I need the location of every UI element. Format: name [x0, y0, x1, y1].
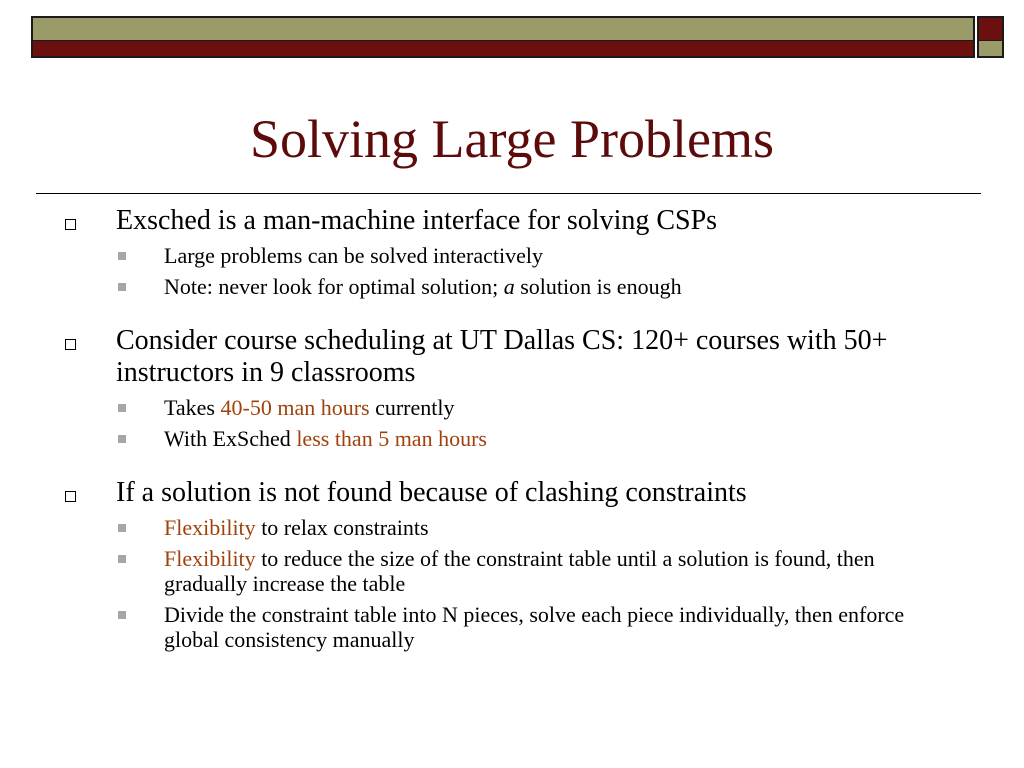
- bullet-text: Exsched is a man-machine interface for solving CSPs: [116, 205, 718, 236]
- sub-bullet-text-end: to relax constraints: [255, 515, 429, 540]
- bullet-item: [0, 477, 1024, 509]
- bullet-text: If a solution is not found because of clashing constraints: [116, 477, 747, 508]
- header-band-red: [31, 41, 975, 58]
- sub-bullet-item: [0, 546, 1024, 596]
- solid-square-bullet-icon: [118, 524, 126, 532]
- sub-bullet-item: [0, 243, 1024, 268]
- sub-bullet-item: [0, 395, 1024, 420]
- section-exsched: [0, 205, 1024, 299]
- sub-bullet-item: [0, 426, 1024, 451]
- sub-bullet-item: [0, 602, 1024, 652]
- slide-title: Solving Large Problems: [250, 109, 774, 169]
- highlighted-text: less than 5 man hours: [296, 426, 487, 451]
- solid-square-bullet-icon: [118, 435, 126, 443]
- hollow-square-bullet-icon: [65, 339, 76, 350]
- solid-square-bullet-icon: [118, 252, 126, 260]
- sub-bullet-item: [0, 274, 1024, 299]
- sub-bullet-item: [0, 515, 1024, 540]
- bullet-item: [0, 325, 1024, 389]
- highlighted-text: Flexibility: [164, 546, 256, 571]
- solid-square-bullet-icon: [118, 404, 126, 412]
- section-clashing-constraints: [0, 477, 1024, 652]
- header-corner-square-red: [977, 16, 1004, 42]
- sub-bullet-text-start: With ExSched: [164, 426, 297, 451]
- header-band-olive: [31, 16, 975, 42]
- solid-square-bullet-icon: [118, 555, 126, 563]
- title-divider: [36, 193, 981, 194]
- sub-bullet-text: Large problems can be solved interactively: [164, 243, 543, 268]
- sub-bullet-text-end: currently: [369, 395, 455, 420]
- solid-square-bullet-icon: [118, 611, 126, 619]
- hollow-square-bullet-icon: [65, 491, 76, 502]
- bullet-item: [0, 205, 1024, 237]
- hollow-square-bullet-icon: [65, 219, 76, 230]
- bullet-text: Consider course scheduling at UT Dallas CS: 120+ courses with 50+ instructors in 9 classrooms: [116, 325, 888, 388]
- solid-square-bullet-icon: [118, 283, 126, 291]
- section-course-scheduling: [0, 325, 1024, 451]
- sub-bullet-text-end: solution is enough: [514, 274, 682, 299]
- header-corner-square-olive: [977, 41, 1004, 58]
- sub-bullet-emphasis: a: [503, 274, 515, 299]
- sub-bullet-text-start: Note: never look for optimal solution;: [164, 274, 504, 299]
- sub-bullet-text: Divide the constraint table into N pieces, solve each piece individually, then enforce global consistency manually: [164, 602, 905, 652]
- sub-bullet-text-end: to reduce the size of the constraint table until a solution is found, then gradually increase the table: [164, 546, 875, 596]
- sub-bullet-text-start: Takes: [164, 395, 221, 420]
- highlighted-text: 40-50 man hours: [220, 395, 370, 420]
- highlighted-text: Flexibility: [164, 515, 256, 540]
- slide-body: [0, 205, 1024, 678]
